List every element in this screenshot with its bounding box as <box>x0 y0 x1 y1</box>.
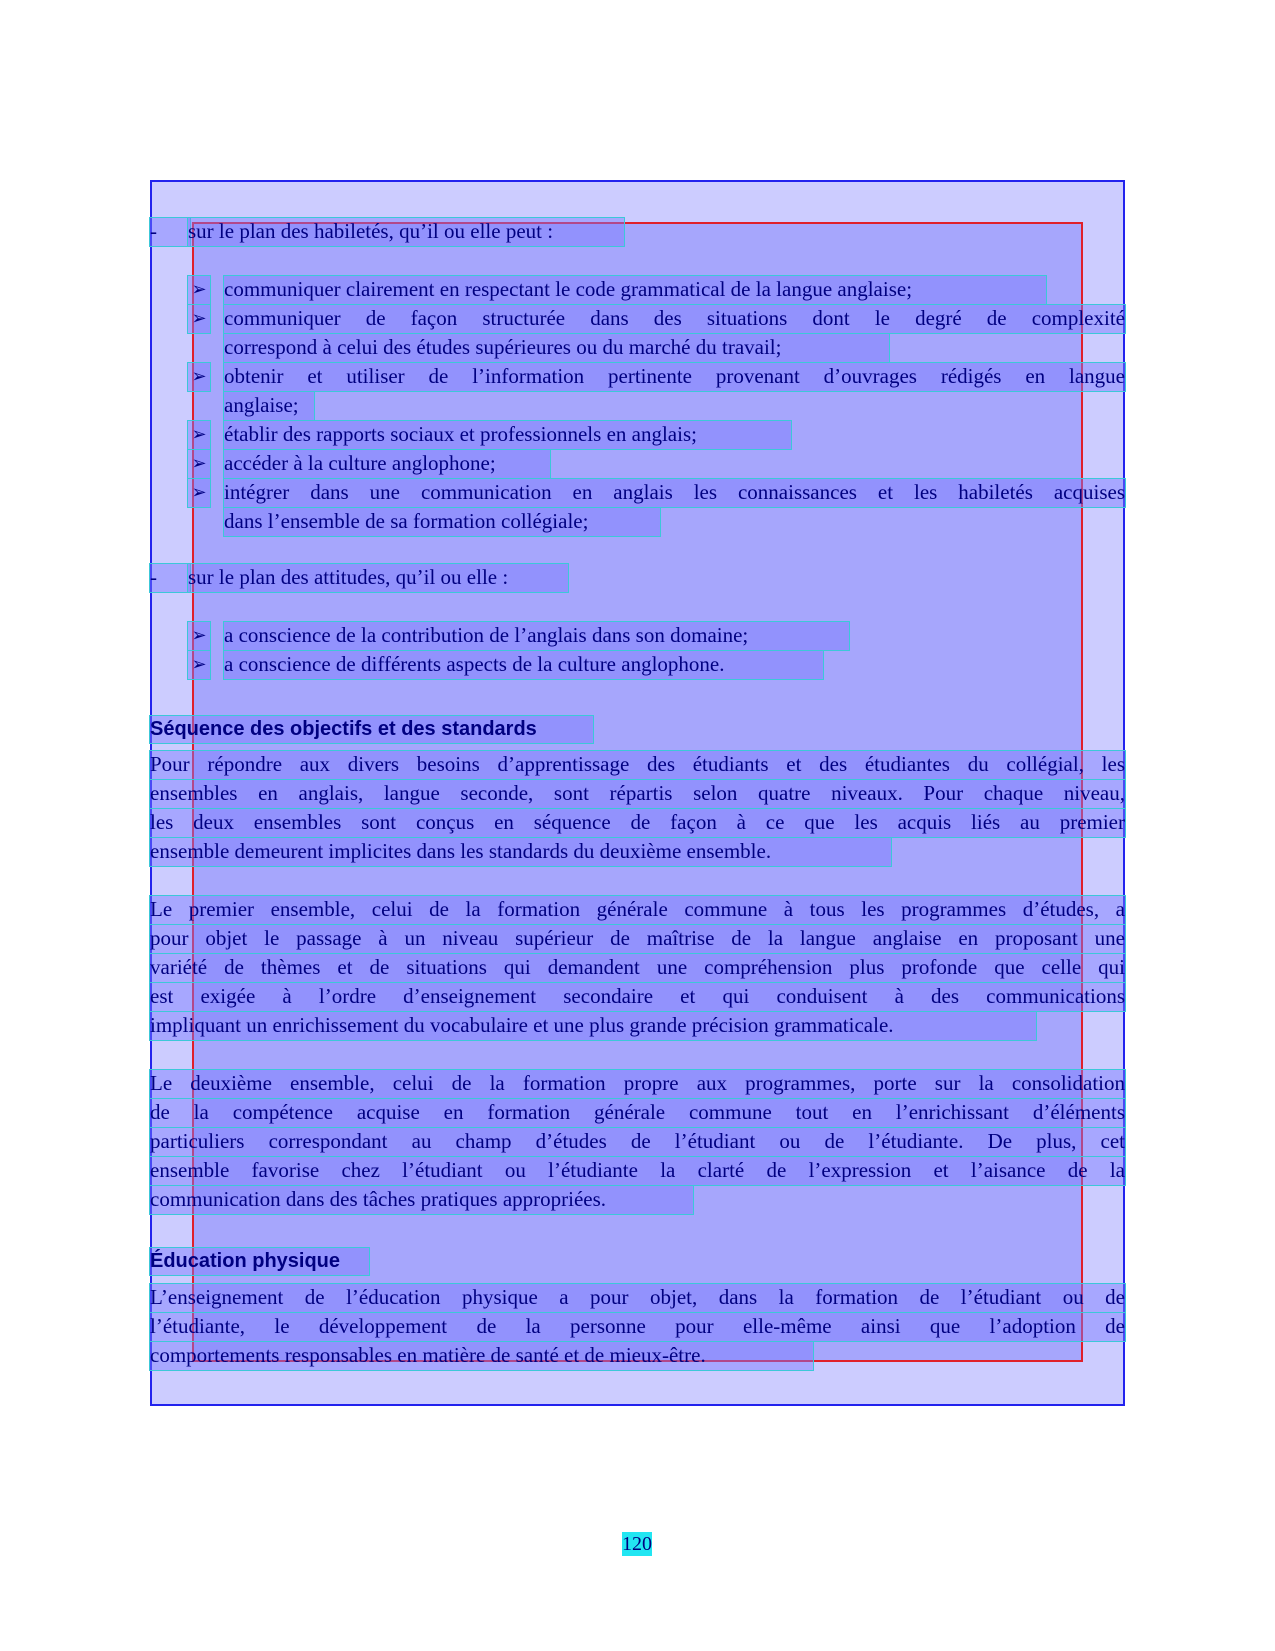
paragraph-line: comportements responsables en matière de santé et de mieux-être. <box>150 1342 813 1370</box>
paragraph-line: impliquant un enrichissement du vocabulaire et une plus grande précision grammaticale. <box>150 1012 1036 1040</box>
paragraph-line: particuliers correspondant au champ d’études de l’étudiant ou de l’étudiante. De plus, cet <box>150 1128 1125 1156</box>
section-heading-education-physique: Éducation physique <box>150 1248 369 1275</box>
paragraph-line: Le deuxième ensemble, celui de la formation propre aux programmes, porte sur la consolidation <box>150 1070 1125 1098</box>
habilete-item-6-line-2: dans l’ensemble de sa formation collégiale; <box>224 508 660 536</box>
paragraph-line: Le premier ensemble, celui de la formation générale commune à tous les programmes d’études, a <box>150 896 1125 924</box>
habilete-item-4: établir des rapports sociaux et professionnels en anglais; <box>224 421 791 449</box>
paragraph-line: les deux ensembles sont conçus en séquence de façon à ce que les acquis liés au premier <box>150 809 1125 837</box>
bullet-icon: ➢ <box>188 622 210 650</box>
habilete-item-3-line-1: obtenir et utiliser de l’information pertinente provenant d’ouvrages rédigés en langue <box>224 363 1125 391</box>
dash-marker: - <box>150 218 190 246</box>
habilete-item-1: communiquer clairement en respectant le code grammatical de la langue anglaise; <box>224 276 1046 304</box>
page-number: 120 <box>622 1533 652 1555</box>
bullet-icon: ➢ <box>188 651 210 679</box>
habilete-item-3-line-2: anglaise; <box>224 392 314 420</box>
paragraph-line: de la compétence acquise en formation générale commune tout en l’enrichissant d’éléments <box>150 1099 1125 1127</box>
habiletes-intro: sur le plan des habiletés, qu’il ou elle peut : <box>188 218 624 246</box>
bullet-icon: ➢ <box>188 276 210 304</box>
habilete-item-2-line-1: communiquer de façon structurée dans des situations dont le degré de complexité <box>224 305 1125 333</box>
habilete-item-2-line-2: correspond à celui des études supérieures ou du marché du travail; <box>224 334 889 362</box>
attitude-item-1: a conscience de la contribution de l’anglais dans son domaine; <box>224 622 849 650</box>
habilete-item-6-line-1: intégrer dans une communication en anglais les connaissances et les habiletés acquises <box>224 479 1125 507</box>
paragraph-line: est exigée à l’ordre d’enseignement secondaire et qui conduisent à des communications <box>150 983 1125 1011</box>
paragraph-line: pour objet le passage à un niveau supérieur de maîtrise de la langue anglaise en proposant une <box>150 925 1125 953</box>
bullet-icon: ➢ <box>188 305 210 333</box>
attitude-item-2: a conscience de différents aspects de la culture anglophone. <box>224 651 823 679</box>
paragraph-line: variété de thèmes et de situations qui demandent une compréhension plus profonde que celle qui <box>150 954 1125 982</box>
paragraph-line: ensemble demeurent implicites dans les standards du deuxième ensemble. <box>150 838 891 866</box>
habilete-item-5: accéder à la culture anglophone; <box>224 450 550 478</box>
paragraph-line: ensembles en anglais, langue seconde, sont répartis selon quatre niveaux. Pour chaque niveau, <box>150 780 1125 808</box>
paragraph-line: L’enseignement de l’éducation physique a pour objet, dans la formation de l’étudiant ou de <box>150 1284 1125 1312</box>
bullet-icon: ➢ <box>188 363 210 391</box>
bullet-icon: ➢ <box>188 450 210 478</box>
paragraph-line: ensemble favorise chez l’étudiant ou l’étudiante la clarté de l’expression et l’aisance de la <box>150 1157 1125 1185</box>
paragraph-line: Pour répondre aux divers besoins d’apprentissage des étudiants et des étudiantes du collégial, les <box>150 751 1125 779</box>
dash-marker: - <box>150 564 190 592</box>
paragraph-line: l’étudiante, le développement de la personne pour elle-même ainsi que l’adoption de <box>150 1313 1125 1341</box>
attitudes-intro: sur le plan des attitudes, qu’il ou elle : <box>188 564 568 592</box>
paragraph-line: communication dans des tâches pratiques appropriées. <box>150 1186 693 1214</box>
bullet-icon: ➢ <box>188 479 210 507</box>
bullet-icon: ➢ <box>188 421 210 449</box>
section-heading-sequence: Séquence des objectifs et des standards <box>150 716 593 743</box>
